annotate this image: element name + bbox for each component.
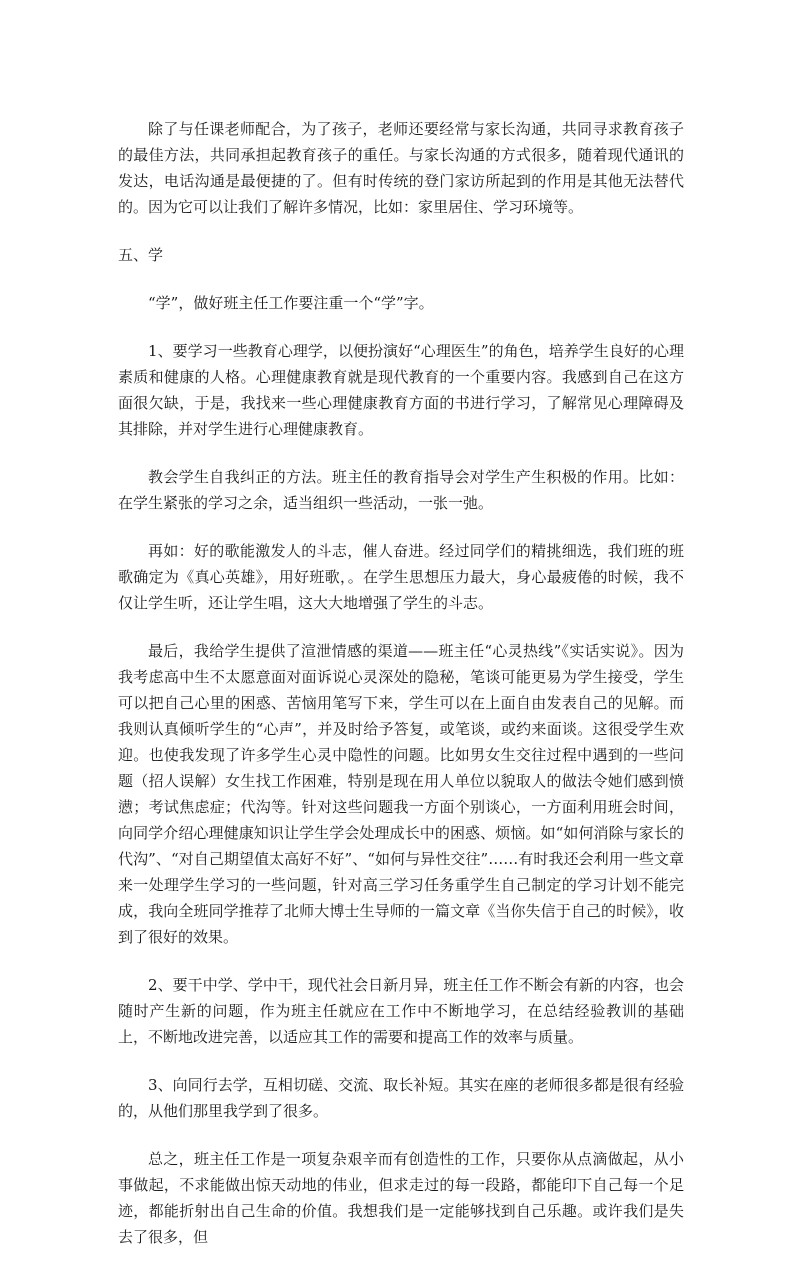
paragraph-class-song: 再如：好的歌能激发人的斗志，催人奋进。经过同学们的精挑细选，我们班的班歌确定为《真心英雄》，用好班歌，。在学生思想压力最大，身心最疲倦的时候，我不仅让学生听，还让学生唱，这大大地增强了学生的斗志。 xyxy=(118,542,684,612)
paragraph-heart-hotline: 最后，我给学生提供了渲泄情感的渠道——班主任“心灵热线”《实话实说》。因为我考虑高中生不太愿意面对面诉说心灵深处的隐秘，笔谈可能更易为学生接受，学生可以把自己心里的困惑、苦恼用笔写下来，学生可以在上面自由发表自己的见解。而我则认真倾听学生的“心声”，并及时给予答复，或笔谈，或约来面谈。这很受学生欢迎。也使我发现了许多学生心灵中隐性的问题。比如男女生交往过程中遇到的一些问题（招人误解）女生找工作困难，特别是现在用人单位以貌取人的做法令她们感到愤懑；考试焦虑症；代沟等。针对这些问题我一方面个别谈心，一方面利用班会时间，向同学介绍心理健康知识让学生学会处理成长中的困惑、烦恼。如“如何消除与家长的代沟”、“对自己期望值太高好不好”、“如何与异性交往”……有时我还会利用一些文章来一处理学生学习的一些问题，针对高三学习任务重学生自己制定的学习计划不能完成，我向全班同学推荐了北师大博士生导师的一篇文章《当你失信于自己的时候》，收到了很好的效果。 xyxy=(118,642,684,946)
paragraph-psychology: 1、要学习一些教育心理学，以便扮演好“心理医生”的角色，培养学生良好的心理素质和健康的人格。心理健康教育就是现代教育的一个重要内容。我感到自己在这方面很欠缺，于是，我找来一些心理健康教育方面的书进行学习，了解常见心理障碍及其排除，并对学生进行心理健康教育。 xyxy=(118,342,684,438)
paragraph-parent-communication: 除了与任课老师配合，为了孩子，老师还要经常与家长沟通，共同寻求教育孩子的最佳方法，共同承担起教育孩子的重任。与家长沟通的方式很多，随着现代通讯的发达，电话沟通是最便捷的了。但有时传统的登门家访所起到的作用是其他无法替代的。因为它可以让我们了解许多情况，比如：家里居住、学习环境等。 xyxy=(118,120,684,216)
section-heading-learn: 五、学 xyxy=(118,246,164,264)
paragraph-learn-from-peers: 3、向同行去学，互相切磋、交流、取长补短。其实在座的老师很多都是很有经验的，从他们那里我学到了很多。 xyxy=(118,1076,684,1120)
paragraph-conclusion: 总之，班主任工作是一项复杂艰辛而有创造性的工作，只要你从点滴做起，从小事做起，不求能做出惊天动地的伟业，但求走过的每一段路，都能印下自己每一个足迹，都能折射出自己生命的价值。我想我们是一定能够找到自己乐趣。或许我们是失去了很多，但 xyxy=(118,1150,684,1246)
document-page xyxy=(118,116,684,1272)
paragraph-learn-by-doing: 2、要干中学、学中干，现代社会日新月异，班主任工作不断会有新的内容，也会随时产生新的问题，作为班主任就应在工作中不断地学习，在总结经验教训的基础上，不断地改进完善，以适应其工作的需要和提高工作的效率与质量。 xyxy=(118,976,684,1046)
paragraph-self-correction: 教会学生自我纠正的方法。班主任的教育指导会对学生产生积极的作用。比如：在学生紧张的学习之余，适当组织一些活动，一张一弛。 xyxy=(118,468,684,512)
paragraph-learn-intro: “学”，做好班主任工作要注重一个“学”字。 xyxy=(148,294,434,312)
